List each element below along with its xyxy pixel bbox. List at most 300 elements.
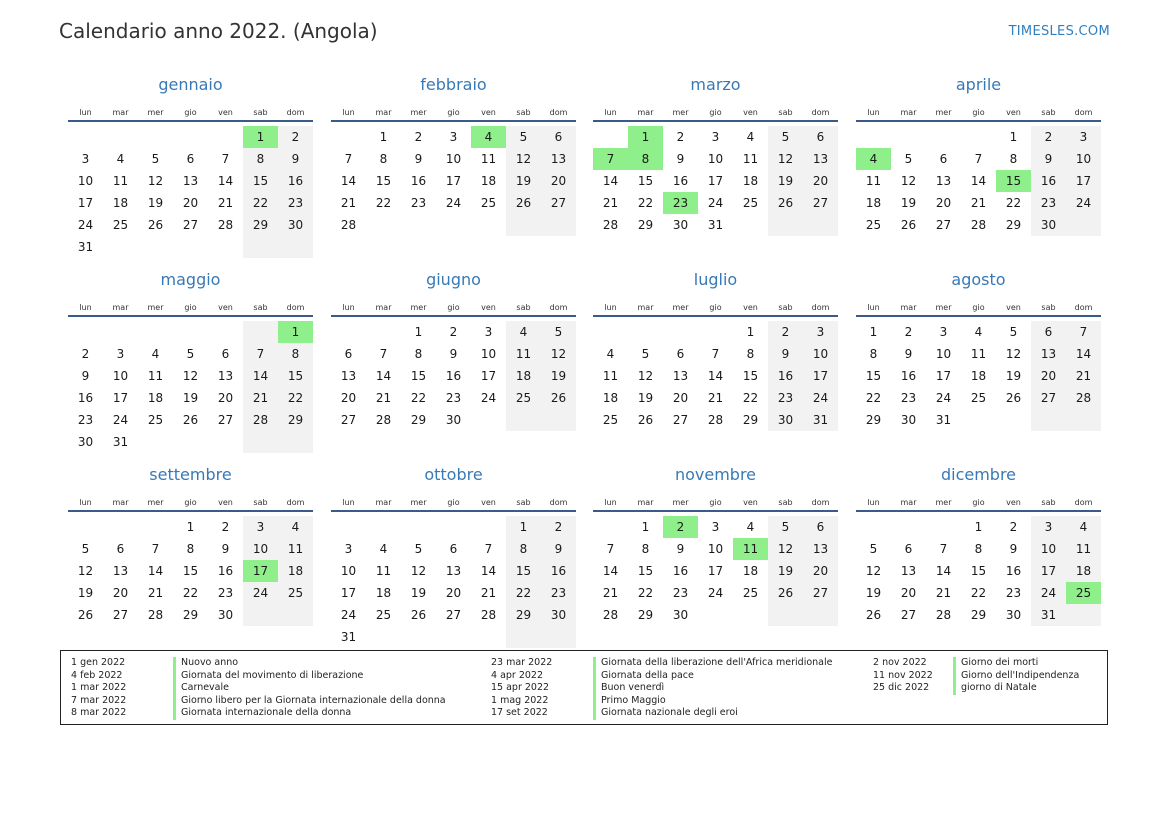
legend-dates-col3	[873, 657, 933, 695]
day-cell: 20	[935, 196, 952, 210]
day-cell: 28	[970, 218, 987, 232]
day-cell: 28	[217, 218, 234, 232]
header-divider	[856, 315, 1101, 317]
day-cell: 20	[672, 391, 689, 405]
weekday-label: lun	[79, 108, 92, 117]
weekday-label: mar	[637, 303, 654, 312]
weekday-label: lun	[604, 498, 617, 507]
empty-cell	[173, 321, 208, 343]
day-cell: 1	[746, 325, 755, 339]
weekday-label: lun	[867, 498, 880, 507]
day-cell: 27	[900, 608, 917, 622]
weekday-label: mar	[375, 108, 392, 117]
day-cell: 8	[379, 152, 388, 166]
day-cell: 6	[939, 152, 948, 166]
day-cell: 17	[445, 174, 462, 188]
weekday-label: gio	[447, 498, 460, 507]
day-cell: 15	[375, 174, 392, 188]
weekday-label: lun	[342, 303, 355, 312]
day-cell: 13	[900, 564, 917, 578]
day-cell: 4	[116, 152, 125, 166]
day-cell: 30	[278, 214, 313, 236]
day-cell: 15	[506, 560, 541, 582]
day-cell: 15	[865, 369, 882, 383]
day-cell: 27	[541, 192, 576, 214]
day-cell: 15	[278, 365, 313, 387]
weekday-label: dom	[286, 498, 305, 507]
empty-cell	[891, 516, 926, 538]
day-cell: 22	[637, 196, 654, 210]
empty-cell	[628, 321, 663, 343]
weekday-label: gio	[972, 108, 985, 117]
day-cell: 2	[81, 347, 90, 361]
day-cell: 16	[1031, 170, 1066, 192]
day-cell: 20	[217, 391, 234, 405]
header-divider	[68, 510, 313, 512]
day-cell: 6	[221, 347, 230, 361]
day-cell: 29	[637, 608, 654, 622]
day-cell: 9	[1009, 542, 1018, 556]
weekday-label: ven	[218, 498, 233, 507]
day-cell: 11	[506, 343, 541, 365]
day-cell: 11	[278, 538, 313, 560]
day-cell: 15	[182, 564, 199, 578]
day-cell: 12	[410, 564, 427, 578]
header-divider	[856, 120, 1101, 122]
day-cell: 16	[445, 369, 462, 383]
empty-cell	[68, 321, 103, 343]
day-cell: 31	[77, 240, 94, 254]
weekday-label: mer	[935, 108, 952, 117]
weekday-label: dom	[549, 108, 568, 117]
day-cell: 12	[182, 369, 199, 383]
day-cell: 26	[77, 608, 94, 622]
day-cell: 18	[506, 365, 541, 387]
day-cell: 25	[278, 582, 313, 604]
header-divider	[331, 315, 576, 317]
days-grid	[856, 321, 1101, 431]
days-grid	[68, 516, 313, 626]
empty-cell	[506, 409, 541, 431]
month-name: novembre	[674, 465, 757, 484]
weekday-label: ven	[1006, 108, 1021, 117]
day-cell: 26	[410, 608, 427, 622]
day-cell: 9	[221, 542, 230, 556]
empty-cell	[103, 126, 138, 148]
weekday-label: ven	[1006, 498, 1021, 507]
day-cell: 4	[151, 347, 160, 361]
weekday-label: mar	[375, 303, 392, 312]
weekday-label: ven	[481, 108, 496, 117]
day-cell: 3	[1066, 126, 1101, 148]
empty-cell	[366, 626, 401, 648]
day-cell: 13	[803, 538, 838, 560]
day-cell: 22	[278, 387, 313, 409]
day-cell: 30	[541, 604, 576, 626]
day-cell: 3	[484, 325, 493, 339]
legend-entry: Giornata nazionale degli eroi	[593, 707, 833, 720]
empty-cell	[541, 409, 576, 431]
day-cell: 21	[480, 586, 497, 600]
weekday-label: gio	[972, 498, 985, 507]
day-cell: 22	[637, 586, 654, 600]
day-cell: 10	[243, 538, 278, 560]
day-cell: 1	[379, 130, 388, 144]
weekday-label: mer	[672, 498, 689, 507]
month-name: agosto	[951, 270, 1006, 289]
day-cell: 7	[243, 343, 278, 365]
day-cell: 22	[970, 586, 987, 600]
day-cell: 23	[1031, 192, 1066, 214]
day-cell: 13	[541, 148, 576, 170]
day-cell: 2	[449, 325, 458, 339]
holiday-day-cell: 23	[663, 192, 698, 214]
day-cell: 10	[1066, 148, 1101, 170]
weekday-label: mer	[935, 498, 952, 507]
days-grid	[331, 516, 576, 648]
weekday-label: mar	[112, 108, 129, 117]
empty-cell	[1031, 409, 1066, 431]
day-cell: 27	[803, 582, 838, 604]
day-cell: 6	[676, 347, 685, 361]
day-cell: 25	[147, 413, 164, 427]
day-cell: 8	[186, 542, 195, 556]
day-cell: 5	[869, 542, 878, 556]
day-cell: 28	[935, 608, 952, 622]
month-name: maggio	[160, 270, 221, 289]
weekday-label: mar	[375, 498, 392, 507]
weekday-header	[68, 300, 313, 315]
empty-cell	[593, 126, 628, 148]
header-divider	[593, 120, 838, 122]
empty-cell	[331, 321, 366, 343]
day-cell: 12	[147, 174, 164, 188]
day-cell: 27	[803, 192, 838, 214]
month-luglio	[593, 269, 838, 431]
day-cell: 3	[81, 152, 90, 166]
day-cell: 21	[935, 586, 952, 600]
day-cell: 26	[1005, 391, 1022, 405]
legend-entry: Giornata della liberazione dell'Africa meridionale	[593, 657, 833, 670]
day-cell: 23	[672, 586, 689, 600]
day-cell: 27	[217, 413, 234, 427]
day-cell: 10	[340, 564, 357, 578]
day-cell: 2	[1009, 520, 1018, 534]
weekday-label: mar	[900, 108, 917, 117]
weekday-label: lun	[342, 108, 355, 117]
header-divider	[856, 510, 1101, 512]
day-cell: 25	[602, 413, 619, 427]
day-cell: 26	[865, 608, 882, 622]
day-cell: 18	[480, 174, 497, 188]
day-cell: 8	[1009, 152, 1018, 166]
month-febbraio	[331, 74, 576, 236]
day-cell: 30	[900, 413, 917, 427]
day-cell: 13	[672, 369, 689, 383]
day-cell: 2	[768, 321, 803, 343]
day-cell: 19	[410, 586, 427, 600]
day-cell: 30	[1031, 214, 1066, 236]
day-cell: 19	[506, 170, 541, 192]
weekday-label: mer	[672, 108, 689, 117]
empty-cell	[698, 321, 733, 343]
day-cell: 31	[1031, 604, 1066, 626]
empty-cell	[768, 604, 803, 626]
brand-link[interactable]: TIMESLES.COM	[1008, 24, 1110, 39]
weekday-label: mar	[637, 108, 654, 117]
day-cell: 17	[480, 369, 497, 383]
day-cell: 2	[676, 130, 685, 144]
weekday-label: mer	[147, 303, 164, 312]
empty-cell	[803, 214, 838, 236]
weekday-label: dom	[286, 108, 305, 117]
day-cell: 9	[278, 148, 313, 170]
day-cell: 29	[865, 413, 882, 427]
empty-cell	[768, 214, 803, 236]
holiday-day-cell: 25	[1066, 582, 1101, 604]
days-grid	[331, 321, 576, 431]
empty-cell	[243, 431, 278, 453]
empty-cell	[926, 516, 961, 538]
day-cell: 8	[974, 542, 983, 556]
day-cell: 5	[506, 126, 541, 148]
day-cell: 31	[803, 409, 838, 431]
day-cell: 19	[900, 196, 917, 210]
days-grid	[593, 126, 838, 236]
day-cell: 17	[803, 365, 838, 387]
day-cell: 7	[711, 347, 720, 361]
legend-entry: Giornata del movimento di liberazione	[173, 670, 446, 683]
day-cell: 1	[974, 520, 983, 534]
weekday-label: sab	[253, 303, 268, 312]
day-cell: 24	[340, 608, 357, 622]
empty-cell	[243, 604, 278, 626]
weekday-label: mar	[900, 498, 917, 507]
weekday-label: lun	[604, 303, 617, 312]
month-novembre	[593, 464, 838, 626]
day-cell: 31	[707, 218, 724, 232]
header-divider	[68, 120, 313, 122]
day-cell: 3	[939, 325, 948, 339]
day-cell: 12	[768, 148, 803, 170]
day-cell: 28	[147, 608, 164, 622]
day-cell: 13	[182, 174, 199, 188]
weekday-label: sab	[778, 108, 793, 117]
day-cell: 29	[182, 608, 199, 622]
day-cell: 13	[217, 369, 234, 383]
empty-cell	[471, 214, 506, 236]
day-cell: 22	[742, 391, 759, 405]
weekday-header	[593, 495, 838, 510]
day-cell: 17	[707, 174, 724, 188]
day-cell: 5	[641, 347, 650, 361]
weekday-header	[593, 105, 838, 120]
day-cell: 18	[1066, 560, 1101, 582]
weekday-label: dom	[811, 303, 830, 312]
day-cell: 8	[278, 343, 313, 365]
day-cell: 29	[243, 214, 278, 236]
month-name: giugno	[426, 270, 481, 289]
day-cell: 13	[1031, 343, 1066, 365]
weekday-label: lun	[867, 303, 880, 312]
empty-cell	[733, 604, 768, 626]
day-cell: 27	[340, 413, 357, 427]
day-cell: 9	[768, 343, 803, 365]
header-divider	[331, 120, 576, 122]
day-cell: 16	[768, 365, 803, 387]
empty-cell	[961, 126, 996, 148]
weekday-label: ven	[218, 303, 233, 312]
day-cell: 16	[672, 564, 689, 578]
day-cell: 14	[340, 174, 357, 188]
weekday-label: mer	[672, 303, 689, 312]
month-aprile	[856, 74, 1101, 236]
day-cell: 23	[541, 582, 576, 604]
day-cell: 16	[541, 560, 576, 582]
holiday-day-cell: 11	[733, 538, 768, 560]
day-cell: 21	[602, 586, 619, 600]
day-cell: 11	[970, 347, 987, 361]
legend-dates-col2	[491, 657, 552, 720]
empty-cell	[996, 409, 1031, 431]
day-cell: 29	[1005, 218, 1022, 232]
day-cell: 3	[449, 130, 458, 144]
legend-entry: 23 mar 2022	[491, 657, 553, 668]
weekday-header	[331, 495, 576, 510]
day-cell: 14	[935, 564, 952, 578]
empty-cell	[856, 516, 891, 538]
weekday-label: dom	[549, 498, 568, 507]
day-cell: 7	[221, 152, 230, 166]
day-cell: 1	[869, 325, 878, 339]
empty-cell	[278, 431, 313, 453]
day-cell: 10	[803, 343, 838, 365]
month-name: marzo	[690, 75, 741, 94]
day-cell: 4	[746, 520, 755, 534]
day-cell: 24	[1031, 582, 1066, 604]
empty-cell	[506, 626, 541, 648]
legend-entry: Buon venerdì	[593, 682, 833, 695]
day-cell: 13	[445, 564, 462, 578]
day-cell: 19	[768, 170, 803, 192]
day-cell: 5	[768, 516, 803, 538]
day-cell: 23	[278, 192, 313, 214]
day-cell: 22	[506, 582, 541, 604]
day-cell: 14	[480, 564, 497, 578]
day-cell: 2	[541, 516, 576, 538]
day-cell: 6	[449, 542, 458, 556]
day-cell: 7	[484, 542, 493, 556]
day-cell: 8	[506, 538, 541, 560]
empty-cell	[926, 126, 961, 148]
day-cell: 9	[676, 152, 685, 166]
day-cell: 7	[939, 542, 948, 556]
day-cell: 11	[742, 152, 759, 166]
header-divider	[331, 510, 576, 512]
empty-cell	[278, 604, 313, 626]
day-cell: 14	[217, 174, 234, 188]
legend-entry: giorno di Natale	[953, 682, 1079, 695]
day-cell: 12	[506, 148, 541, 170]
day-cell: 26	[147, 218, 164, 232]
day-cell: 25	[742, 196, 759, 210]
empty-cell	[208, 236, 243, 258]
empty-cell	[471, 409, 506, 431]
day-cell: 13	[340, 369, 357, 383]
day-cell: 21	[217, 196, 234, 210]
day-cell: 17	[1031, 560, 1066, 582]
day-cell: 11	[602, 369, 619, 383]
day-cell: 30	[1005, 608, 1022, 622]
day-cell: 12	[865, 564, 882, 578]
day-cell: 20	[1031, 365, 1066, 387]
day-cell: 12	[768, 538, 803, 560]
weekday-label: gio	[447, 108, 460, 117]
day-cell: 27	[445, 608, 462, 622]
day-cell: 6	[803, 516, 838, 538]
day-cell: 9	[81, 369, 90, 383]
empty-cell	[856, 126, 891, 148]
day-cell: 25	[112, 218, 129, 232]
day-cell: 18	[602, 391, 619, 405]
legend-entry: 1 mag 2022	[491, 694, 549, 706]
day-cell: 5	[81, 542, 90, 556]
holiday-day-cell: 7	[593, 148, 628, 170]
day-cell: 7	[1066, 321, 1101, 343]
day-cell: 4	[379, 542, 388, 556]
day-cell: 5	[151, 152, 160, 166]
day-cell: 26	[768, 192, 803, 214]
day-cell: 10	[112, 369, 129, 383]
day-cell: 14	[147, 564, 164, 578]
weekday-header	[331, 300, 576, 315]
weekday-label: lun	[342, 498, 355, 507]
day-cell: 15	[637, 174, 654, 188]
day-cell: 14	[970, 174, 987, 188]
page-title: Calendario anno 2022. (Angola)	[59, 19, 378, 43]
day-cell: 4	[746, 130, 755, 144]
day-cell: 13	[112, 564, 129, 578]
weekday-label: mer	[410, 108, 427, 117]
weekday-label: sab	[253, 108, 268, 117]
month-agosto	[856, 269, 1101, 431]
empty-cell	[243, 236, 278, 258]
day-cell: 21	[1066, 365, 1101, 387]
day-cell: 12	[637, 369, 654, 383]
days-grid	[593, 321, 838, 431]
day-cell: 13	[935, 174, 952, 188]
empty-cell	[138, 236, 173, 258]
empty-cell	[208, 321, 243, 343]
weekday-label: lun	[604, 108, 617, 117]
day-cell: 4	[278, 516, 313, 538]
day-cell: 30	[672, 218, 689, 232]
weekday-label: gio	[184, 108, 197, 117]
days-grid	[68, 126, 313, 258]
month-name: settembre	[149, 465, 232, 484]
day-cell: 11	[112, 174, 129, 188]
day-cell: 18	[375, 586, 392, 600]
empty-cell	[331, 516, 366, 538]
day-cell: 14	[707, 369, 724, 383]
day-cell: 23	[768, 387, 803, 409]
day-cell: 24	[77, 218, 94, 232]
day-cell: 27	[672, 413, 689, 427]
day-cell: 14	[602, 174, 619, 188]
days-grid	[68, 321, 313, 453]
weekday-header	[68, 105, 313, 120]
day-cell: 23	[77, 413, 94, 427]
